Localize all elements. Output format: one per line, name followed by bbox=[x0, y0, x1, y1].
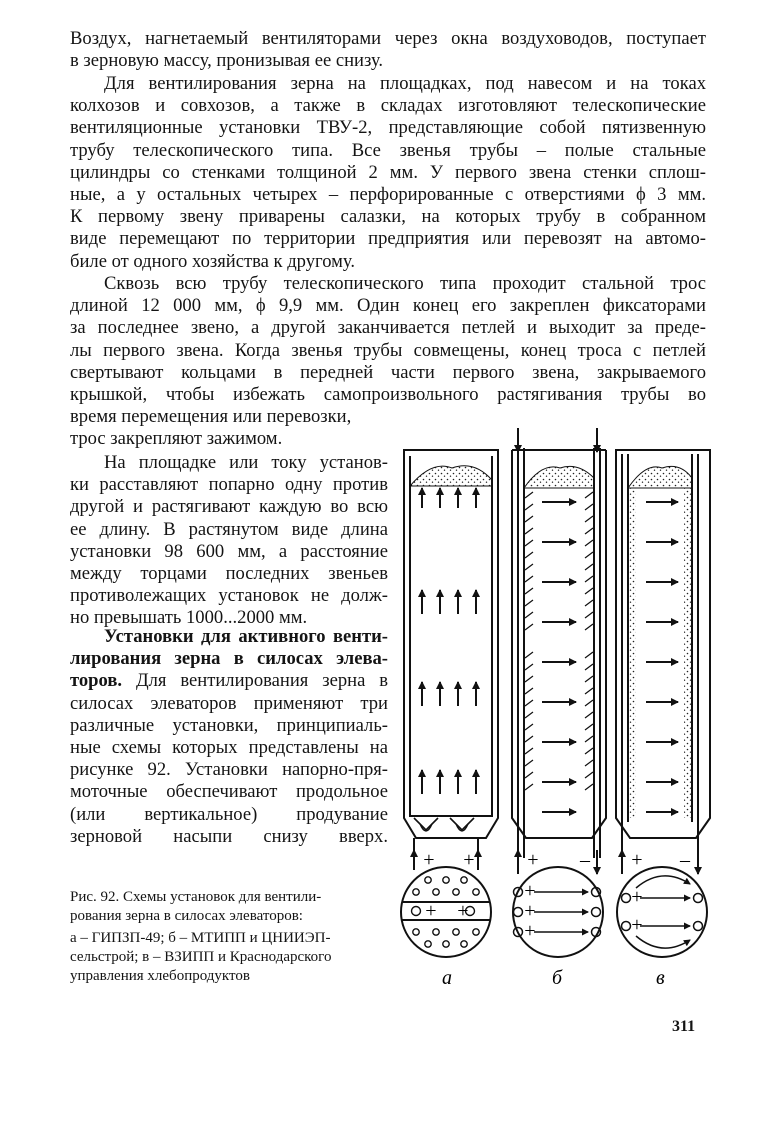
text-line: вентиляционные установки ТВУ-2, представляющие собой пятизвенную bbox=[70, 117, 706, 139]
figure-92-silo-schemes bbox=[392, 418, 722, 998]
section-heading-line: торов. bbox=[70, 670, 123, 692]
text-line: цилиндры со стенками толщиной 2 мм. У первого звена стенки сплош- bbox=[70, 161, 706, 183]
text-line: (или вертикальное) продувание bbox=[70, 803, 388, 825]
text-line: Для вентилирования зерна на площадках, под навесом и на токах bbox=[104, 73, 706, 94]
text-line: Воздух, нагнетаемый вентиляторами через окна воздуховодов, поступает bbox=[70, 28, 706, 49]
text-line: колхозов и совхозов, а также в складах изготовляют телескопические bbox=[70, 95, 706, 117]
text-line: ные, а у остальных четырех – перфорированные с отверстиями ϕ 3 мм. bbox=[70, 183, 706, 205]
panel-label-a: а bbox=[442, 967, 452, 989]
text-line: время перемещения или перевозки, bbox=[70, 406, 352, 428]
panel-label-b: б bbox=[552, 967, 563, 989]
text-line: крышкой, чтобы избежать самопроизвольного растягивания трубы во bbox=[70, 383, 706, 405]
text-line: биле от одного хозяйства к другому. bbox=[70, 250, 355, 272]
text-line: в зерновую массу, пронизывая ее снизу. bbox=[70, 50, 384, 72]
silo-panel-a bbox=[404, 450, 498, 862]
plus-sign: + bbox=[462, 849, 476, 871]
text-line: ее длину. В растянутом виде длина bbox=[70, 518, 388, 540]
text-line: установки 98 600 мм, а расстояние bbox=[70, 540, 388, 562]
tvu-paragraph bbox=[70, 73, 706, 273]
minus-sign: – bbox=[580, 849, 590, 871]
text-line: за последнее звено, а другой заканчивается петлей и выходит за преде- bbox=[70, 317, 706, 339]
intro-paragraph bbox=[70, 28, 706, 72]
silo-panel-v bbox=[616, 450, 710, 858]
text-line: другой и растягивают каждую во всю bbox=[70, 496, 388, 518]
silo-cross-section-v bbox=[617, 867, 707, 957]
silos-paragraph bbox=[70, 626, 388, 848]
text-line: противолежащих установок не долж- bbox=[70, 585, 388, 607]
text-line: трубу телескопического типа. Все звенья трубы – полые стальные bbox=[70, 139, 706, 161]
text-line: между торцами последних звеньев bbox=[70, 562, 388, 584]
silo-panel-b bbox=[512, 448, 606, 858]
page-number: 311 bbox=[672, 1018, 696, 1035]
plus-sign: + bbox=[523, 920, 537, 942]
text-line: длиной 12 000 мм, ϕ 9,9 мм. Один конец его закреплен фиксаторами bbox=[70, 295, 706, 317]
text-line: свертывают кольцами в передней части первого звена, закрываемого bbox=[70, 361, 706, 383]
text-line: На площадке или току установ- bbox=[104, 452, 388, 473]
text-line: зерновой насыпи снизу вверх. bbox=[70, 825, 388, 847]
text-line: Сквозь всю трубу телескопического типа проходит стальной трос bbox=[104, 273, 706, 294]
caption-title-line: рования зерна в силосах элеваторов: bbox=[70, 908, 303, 924]
text-line: лы первого звена. Когда звенья трубы совмещены, конец троса с петлей bbox=[70, 339, 706, 361]
plus-sign: + bbox=[422, 849, 436, 871]
panel-label-v: в bbox=[656, 967, 665, 989]
text-line: ные схемы которых представлены на bbox=[70, 736, 388, 758]
plus-sign: + bbox=[630, 849, 644, 871]
plus-sign: + bbox=[630, 914, 644, 936]
text-line: трос закрепляют зажимом. bbox=[70, 428, 283, 450]
plus-sign: + bbox=[523, 880, 537, 902]
text-line: но превышать 1000...2000 мм. bbox=[70, 607, 308, 629]
text-line: моточные обеспечивают продольное bbox=[70, 781, 388, 803]
section-heading-line: лирования зерна в силосах элева- bbox=[70, 648, 388, 670]
silo-cross-section-a bbox=[401, 867, 491, 957]
plus-sign: + bbox=[523, 900, 537, 922]
figure-caption bbox=[70, 888, 392, 986]
plus-sign: + bbox=[424, 900, 438, 922]
text-line: силосах элеваторов применяют три bbox=[70, 692, 388, 714]
text-line bbox=[70, 670, 388, 692]
plus-sign: + bbox=[456, 900, 470, 922]
caption-legend-line: а – ГИПЗП-49; б – МТИПП и ЦНИИЭП- bbox=[70, 930, 331, 946]
text-line: рисунке 92. Установки напорно-пря- bbox=[70, 759, 388, 781]
placement-paragraph bbox=[70, 452, 388, 630]
text-line: различные установки, принципиаль- bbox=[70, 714, 388, 736]
plus-sign: + bbox=[526, 849, 540, 871]
text-line: виде перемещают по территории предприятия или перевозят на автомо- bbox=[70, 228, 706, 250]
text-line: К первому звену приварены салазки, на которых трубу в собранном bbox=[70, 206, 706, 228]
text-fragment: Для вентилирования зерна в bbox=[135, 670, 388, 692]
caption-legend-line: сельстрой; в – ВЗИПП и Краснодарского bbox=[70, 949, 332, 965]
caption-title-line: Рис. 92. Схемы установок для вентили- bbox=[70, 889, 322, 905]
plus-sign: + bbox=[630, 886, 644, 908]
caption-legend-line: управления хлебопродуктов bbox=[70, 968, 250, 984]
airflow-arrows-up-a bbox=[414, 488, 478, 870]
section-heading-line: Установки для активного венти- bbox=[104, 626, 388, 647]
minus-sign: – bbox=[680, 849, 690, 871]
text-line: ки расставляют попарно одну против bbox=[70, 474, 388, 496]
